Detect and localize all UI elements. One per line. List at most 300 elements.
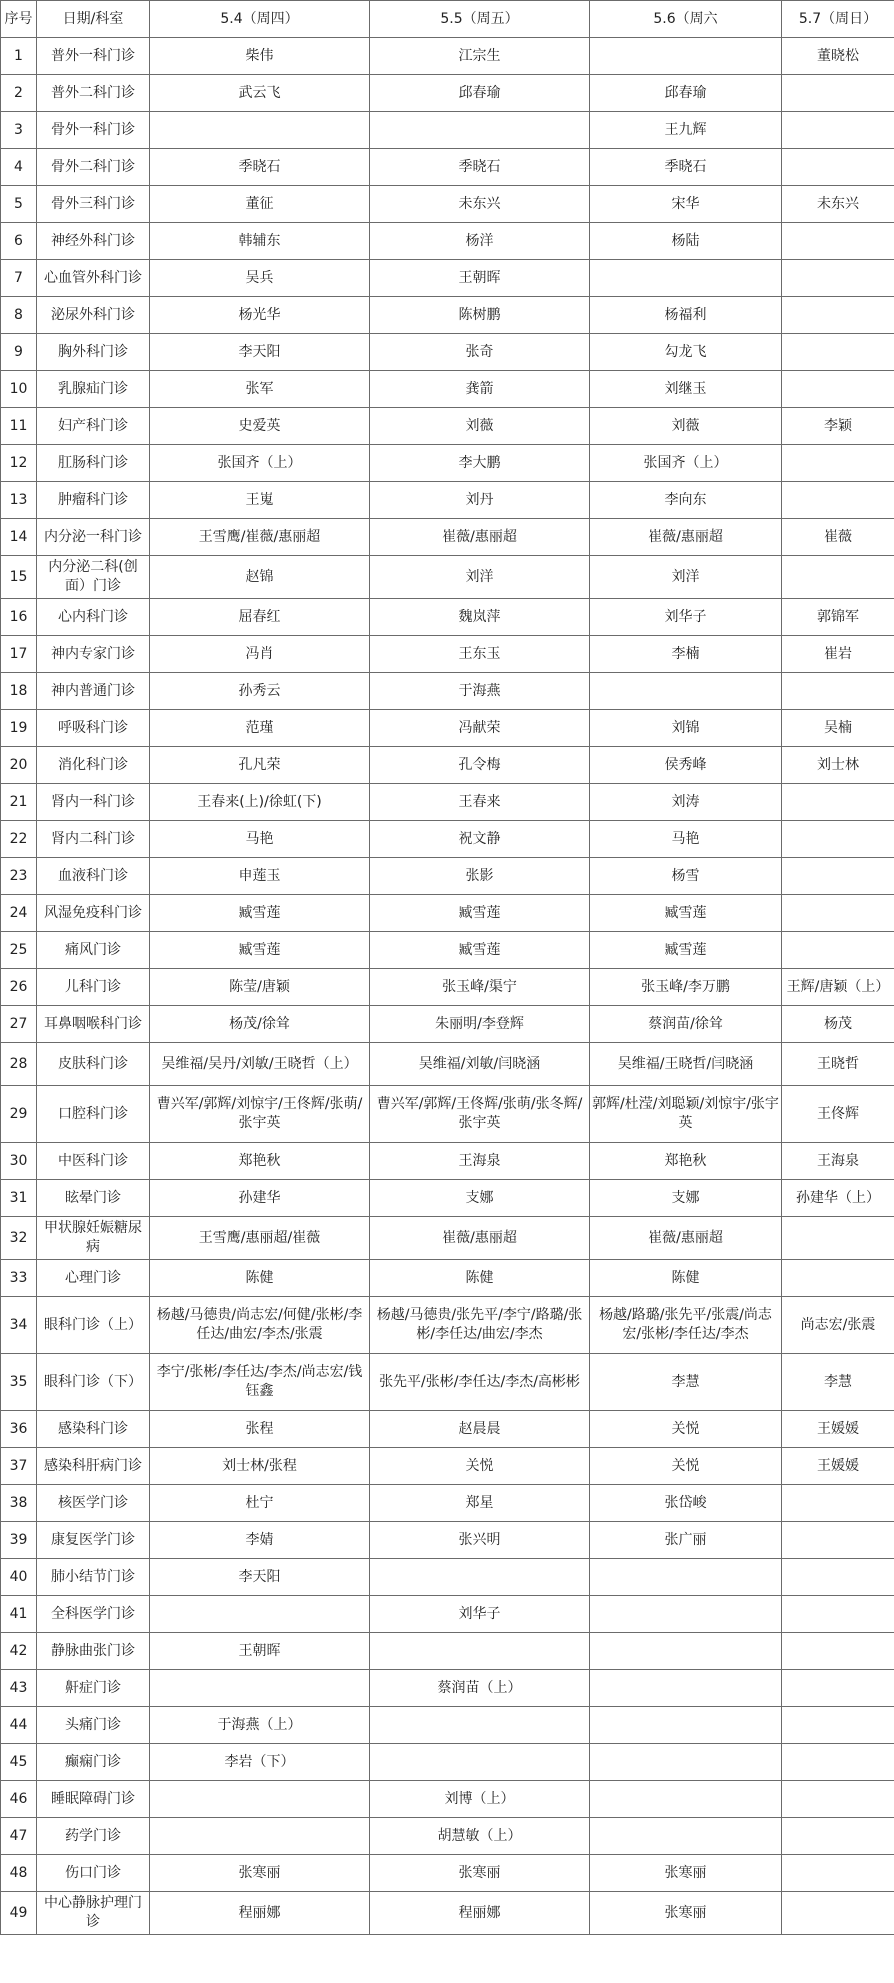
row-index-cell: 42 bbox=[1, 1633, 37, 1670]
table-row bbox=[1, 1043, 894, 1086]
day-1-doctors-cell: 陈莹/唐颖 bbox=[150, 969, 370, 1006]
day-2-doctors-cell bbox=[370, 1707, 590, 1744]
row-index-cell: 4 bbox=[1, 149, 37, 186]
table-row bbox=[1, 858, 894, 895]
day-3-doctors-cell: 邱春瑜 bbox=[590, 75, 782, 112]
department-cell: 心内科门诊 bbox=[37, 599, 150, 636]
table-row bbox=[1, 408, 894, 445]
row-index-cell: 35 bbox=[1, 1354, 37, 1411]
day-3-doctors-cell: 臧雪莲 bbox=[590, 932, 782, 969]
day-2-doctors-cell bbox=[370, 1744, 590, 1781]
row-index-cell: 8 bbox=[1, 297, 37, 334]
day-3-doctors-cell: 杨雪 bbox=[590, 858, 782, 895]
day-4-doctors-cell bbox=[782, 112, 894, 149]
table-row bbox=[1, 599, 894, 636]
row-index-cell: 38 bbox=[1, 1485, 37, 1522]
day-1-doctors-cell bbox=[150, 112, 370, 149]
row-index-cell: 21 bbox=[1, 784, 37, 821]
row-index-cell: 43 bbox=[1, 1670, 37, 1707]
day-4-doctors-cell: 郭锦军 bbox=[782, 599, 894, 636]
day-4-doctors-cell bbox=[782, 445, 894, 482]
day-4-doctors-cell: 崔薇 bbox=[782, 519, 894, 556]
row-index-cell: 41 bbox=[1, 1596, 37, 1633]
row-index-cell: 45 bbox=[1, 1744, 37, 1781]
row-index-cell: 12 bbox=[1, 445, 37, 482]
row-index-cell: 9 bbox=[1, 334, 37, 371]
department-cell: 骨外一科门诊 bbox=[37, 112, 150, 149]
row-index-cell: 40 bbox=[1, 1559, 37, 1596]
department-cell: 伤口门诊 bbox=[37, 1855, 150, 1892]
day-4-doctors-cell: 王辉/唐颖（上） bbox=[782, 969, 894, 1006]
table-row bbox=[1, 186, 894, 223]
table-row bbox=[1, 445, 894, 482]
day-1-doctors-cell bbox=[150, 1596, 370, 1633]
day-1-doctors-cell: 王春来(上)/徐虹(下) bbox=[150, 784, 370, 821]
day-4-doctors-cell bbox=[782, 1707, 894, 1744]
day-4-doctors-cell: 王晓哲 bbox=[782, 1043, 894, 1086]
header-day-1: 5.4（周四） bbox=[150, 1, 370, 38]
department-cell: 风湿免疫科门诊 bbox=[37, 895, 150, 932]
day-4-doctors-cell bbox=[782, 1596, 894, 1633]
day-1-doctors-cell: 臧雪莲 bbox=[150, 932, 370, 969]
day-4-doctors-cell bbox=[782, 149, 894, 186]
day-2-doctors-cell: 陈树鹏 bbox=[370, 297, 590, 334]
day-2-doctors-cell: 张先平/张彬/李任达/李杰/高彬彬 bbox=[370, 1354, 590, 1411]
day-2-doctors-cell: 龚箭 bbox=[370, 371, 590, 408]
table-row bbox=[1, 1143, 894, 1180]
day-1-doctors-cell: 杜宁 bbox=[150, 1485, 370, 1522]
table-row bbox=[1, 821, 894, 858]
department-cell: 呼吸科门诊 bbox=[37, 710, 150, 747]
day-4-doctors-cell bbox=[782, 673, 894, 710]
header-day-4: 5.7（周日） bbox=[782, 1, 894, 38]
row-index-cell: 46 bbox=[1, 1781, 37, 1818]
department-cell: 血液科门诊 bbox=[37, 858, 150, 895]
row-index-cell: 17 bbox=[1, 636, 37, 673]
day-1-doctors-cell: 杨越/马德贵/尚志宏/何健/张彬/李任达/曲宏/李杰/张震 bbox=[150, 1297, 370, 1354]
day-2-doctors-cell: 郑星 bbox=[370, 1485, 590, 1522]
row-index-cell: 20 bbox=[1, 747, 37, 784]
day-3-doctors-cell bbox=[590, 1818, 782, 1855]
day-1-doctors-cell: 杨光华 bbox=[150, 297, 370, 334]
day-4-doctors-cell: 王海泉 bbox=[782, 1143, 894, 1180]
day-3-doctors-cell: 吴维福/王晓哲/闫晓涵 bbox=[590, 1043, 782, 1086]
department-cell: 口腔科门诊 bbox=[37, 1086, 150, 1143]
day-3-doctors-cell: 关悦 bbox=[590, 1411, 782, 1448]
day-4-doctors-cell bbox=[782, 75, 894, 112]
day-4-doctors-cell bbox=[782, 858, 894, 895]
day-2-doctors-cell: 邱春瑜 bbox=[370, 75, 590, 112]
table-row bbox=[1, 334, 894, 371]
day-4-doctors-cell bbox=[782, 1559, 894, 1596]
row-index-cell: 5 bbox=[1, 186, 37, 223]
table-row bbox=[1, 1086, 894, 1143]
department-cell: 普外二科门诊 bbox=[37, 75, 150, 112]
department-cell: 肾内一科门诊 bbox=[37, 784, 150, 821]
department-cell: 癫痫门诊 bbox=[37, 1744, 150, 1781]
department-cell: 眼科门诊（上） bbox=[37, 1297, 150, 1354]
row-index-cell: 22 bbox=[1, 821, 37, 858]
table-row bbox=[1, 1855, 894, 1892]
department-cell: 睡眠障碍门诊 bbox=[37, 1781, 150, 1818]
day-1-doctors-cell: 于海燕（上） bbox=[150, 1707, 370, 1744]
day-2-doctors-cell: 未东兴 bbox=[370, 186, 590, 223]
row-index-cell: 1 bbox=[1, 38, 37, 75]
department-cell: 痛风门诊 bbox=[37, 932, 150, 969]
department-cell: 泌尿外科门诊 bbox=[37, 297, 150, 334]
day-1-doctors-cell: 李天阳 bbox=[150, 1559, 370, 1596]
day-3-doctors-cell bbox=[590, 38, 782, 75]
day-1-doctors-cell: 王雪鹰/惠丽超/崔薇 bbox=[150, 1217, 370, 1260]
department-cell: 全科医学门诊 bbox=[37, 1596, 150, 1633]
day-2-doctors-cell: 朱丽明/李登辉 bbox=[370, 1006, 590, 1043]
department-cell: 鼾症门诊 bbox=[37, 1670, 150, 1707]
day-2-doctors-cell: 支娜 bbox=[370, 1180, 590, 1217]
department-cell: 感染科门诊 bbox=[37, 1411, 150, 1448]
row-index-cell: 34 bbox=[1, 1297, 37, 1354]
day-3-doctors-cell: 关悦 bbox=[590, 1448, 782, 1485]
department-cell: 眼科门诊（下） bbox=[37, 1354, 150, 1411]
day-4-doctors-cell bbox=[782, 371, 894, 408]
day-4-doctors-cell bbox=[782, 1855, 894, 1892]
day-4-doctors-cell: 未东兴 bbox=[782, 186, 894, 223]
row-index-cell: 6 bbox=[1, 223, 37, 260]
department-cell: 神经外科门诊 bbox=[37, 223, 150, 260]
day-4-doctors-cell: 董晓松 bbox=[782, 38, 894, 75]
department-cell: 肛肠科门诊 bbox=[37, 445, 150, 482]
day-3-doctors-cell: 马艳 bbox=[590, 821, 782, 858]
day-2-doctors-cell bbox=[370, 112, 590, 149]
header-index: 序号 bbox=[1, 1, 37, 38]
department-cell: 肾内二科门诊 bbox=[37, 821, 150, 858]
day-1-doctors-cell: 董征 bbox=[150, 186, 370, 223]
day-2-doctors-cell: 关悦 bbox=[370, 1448, 590, 1485]
row-index-cell: 39 bbox=[1, 1522, 37, 1559]
department-cell: 内分泌二科(创面）门诊 bbox=[37, 556, 150, 599]
day-1-doctors-cell: 吴维福/吴丹/刘敏/王晓哲（上） bbox=[150, 1043, 370, 1086]
table-row bbox=[1, 112, 894, 149]
day-4-doctors-cell: 尚志宏/张震 bbox=[782, 1297, 894, 1354]
table-row bbox=[1, 1818, 894, 1855]
day-4-doctors-cell bbox=[782, 1217, 894, 1260]
row-index-cell: 27 bbox=[1, 1006, 37, 1043]
day-3-doctors-cell: 王九辉 bbox=[590, 112, 782, 149]
day-2-doctors-cell: 刘薇 bbox=[370, 408, 590, 445]
day-1-doctors-cell: 范瑾 bbox=[150, 710, 370, 747]
table-row bbox=[1, 969, 894, 1006]
day-4-doctors-cell: 杨茂 bbox=[782, 1006, 894, 1043]
day-2-doctors-cell: 杨洋 bbox=[370, 223, 590, 260]
department-cell: 心血管外科门诊 bbox=[37, 260, 150, 297]
department-cell: 骨外二科门诊 bbox=[37, 149, 150, 186]
day-4-doctors-cell bbox=[782, 260, 894, 297]
day-4-doctors-cell: 李慧 bbox=[782, 1354, 894, 1411]
day-4-doctors-cell bbox=[782, 1633, 894, 1670]
day-3-doctors-cell bbox=[590, 260, 782, 297]
department-cell: 甲状腺妊娠糖尿病 bbox=[37, 1217, 150, 1260]
department-cell: 康复医学门诊 bbox=[37, 1522, 150, 1559]
day-2-doctors-cell: 魏岚萍 bbox=[370, 599, 590, 636]
table-row bbox=[1, 1297, 894, 1354]
day-2-doctors-cell: 刘博（上） bbox=[370, 1781, 590, 1818]
table-row bbox=[1, 1670, 894, 1707]
table-row bbox=[1, 1448, 894, 1485]
header-department: 日期/科室 bbox=[37, 1, 150, 38]
day-1-doctors-cell: 柴伟 bbox=[150, 38, 370, 75]
department-cell: 感染科肝病门诊 bbox=[37, 1448, 150, 1485]
day-1-doctors-cell: 王嵬 bbox=[150, 482, 370, 519]
day-1-doctors-cell: 季晓石 bbox=[150, 149, 370, 186]
day-2-doctors-cell: 孔令梅 bbox=[370, 747, 590, 784]
day-3-doctors-cell bbox=[590, 1596, 782, 1633]
department-cell: 中医科门诊 bbox=[37, 1143, 150, 1180]
table-row bbox=[1, 1522, 894, 1559]
day-3-doctors-cell bbox=[590, 1781, 782, 1818]
table-row bbox=[1, 710, 894, 747]
day-3-doctors-cell: 刘涛 bbox=[590, 784, 782, 821]
day-1-doctors-cell: 陈健 bbox=[150, 1260, 370, 1297]
row-index-cell: 11 bbox=[1, 408, 37, 445]
day-3-doctors-cell: 李慧 bbox=[590, 1354, 782, 1411]
table-row bbox=[1, 1217, 894, 1260]
day-3-doctors-cell: 张寒丽 bbox=[590, 1892, 782, 1935]
table-row bbox=[1, 38, 894, 75]
day-3-doctors-cell: 李向东 bbox=[590, 482, 782, 519]
day-1-doctors-cell bbox=[150, 1781, 370, 1818]
header-day-3: 5.6（周六 bbox=[590, 1, 782, 38]
row-index-cell: 26 bbox=[1, 969, 37, 1006]
row-index-cell: 32 bbox=[1, 1217, 37, 1260]
day-2-doctors-cell: 王海泉 bbox=[370, 1143, 590, 1180]
day-3-doctors-cell: 臧雪莲 bbox=[590, 895, 782, 932]
day-1-doctors-cell: 冯肖 bbox=[150, 636, 370, 673]
day-2-doctors-cell: 张奇 bbox=[370, 334, 590, 371]
table-row bbox=[1, 1633, 894, 1670]
day-2-doctors-cell bbox=[370, 1633, 590, 1670]
day-4-doctors-cell: 孙建华（上） bbox=[782, 1180, 894, 1217]
day-3-doctors-cell: 郭辉/杜滢/刘聪颖/刘惊宇/张宇英 bbox=[590, 1086, 782, 1143]
row-index-cell: 15 bbox=[1, 556, 37, 599]
day-2-doctors-cell: 刘洋 bbox=[370, 556, 590, 599]
row-index-cell: 19 bbox=[1, 710, 37, 747]
day-3-doctors-cell: 张岱峻 bbox=[590, 1485, 782, 1522]
day-1-doctors-cell: 韩辅东 bbox=[150, 223, 370, 260]
row-index-cell: 37 bbox=[1, 1448, 37, 1485]
row-index-cell: 30 bbox=[1, 1143, 37, 1180]
department-cell: 普外一科门诊 bbox=[37, 38, 150, 75]
day-2-doctors-cell: 张兴明 bbox=[370, 1522, 590, 1559]
day-1-doctors-cell: 吴兵 bbox=[150, 260, 370, 297]
row-index-cell: 16 bbox=[1, 599, 37, 636]
day-1-doctors-cell: 张程 bbox=[150, 1411, 370, 1448]
day-2-doctors-cell: 王东玉 bbox=[370, 636, 590, 673]
day-2-doctors-cell: 王朝晖 bbox=[370, 260, 590, 297]
day-3-doctors-cell: 刘继玉 bbox=[590, 371, 782, 408]
department-cell: 妇产科门诊 bbox=[37, 408, 150, 445]
day-4-doctors-cell bbox=[782, 895, 894, 932]
day-3-doctors-cell: 张玉峰/李万鹏 bbox=[590, 969, 782, 1006]
table-row bbox=[1, 1006, 894, 1043]
department-cell: 耳鼻咽喉科门诊 bbox=[37, 1006, 150, 1043]
day-4-doctors-cell bbox=[782, 334, 894, 371]
table-row bbox=[1, 932, 894, 969]
day-2-doctors-cell: 蔡润苗（上） bbox=[370, 1670, 590, 1707]
row-index-cell: 18 bbox=[1, 673, 37, 710]
department-cell: 眩晕门诊 bbox=[37, 1180, 150, 1217]
row-index-cell: 36 bbox=[1, 1411, 37, 1448]
department-cell: 肺小结节门诊 bbox=[37, 1559, 150, 1596]
day-1-doctors-cell: 李宁/张彬/李任达/李杰/尚志宏/钱钰鑫 bbox=[150, 1354, 370, 1411]
day-2-doctors-cell: 于海燕 bbox=[370, 673, 590, 710]
department-cell: 骨外三科门诊 bbox=[37, 186, 150, 223]
table-row bbox=[1, 1485, 894, 1522]
day-1-doctors-cell: 李岩（下） bbox=[150, 1744, 370, 1781]
table-row bbox=[1, 1354, 894, 1411]
day-2-doctors-cell: 崔薇/惠丽超 bbox=[370, 519, 590, 556]
department-cell: 皮肤科门诊 bbox=[37, 1043, 150, 1086]
day-4-doctors-cell bbox=[782, 1892, 894, 1935]
day-1-doctors-cell: 孙建华 bbox=[150, 1180, 370, 1217]
day-4-doctors-cell bbox=[782, 297, 894, 334]
day-3-doctors-cell: 崔薇/惠丽超 bbox=[590, 519, 782, 556]
day-1-doctors-cell: 王雪鹰/崔薇/惠丽超 bbox=[150, 519, 370, 556]
row-index-cell: 23 bbox=[1, 858, 37, 895]
row-index-cell: 7 bbox=[1, 260, 37, 297]
day-2-doctors-cell: 王春来 bbox=[370, 784, 590, 821]
day-3-doctors-cell: 崔薇/惠丽超 bbox=[590, 1217, 782, 1260]
day-2-doctors-cell: 赵晨晨 bbox=[370, 1411, 590, 1448]
day-1-doctors-cell: 孙秀云 bbox=[150, 673, 370, 710]
day-2-doctors-cell: 吴维福/刘敏/闫晓涵 bbox=[370, 1043, 590, 1086]
day-1-doctors-cell: 李婧 bbox=[150, 1522, 370, 1559]
row-index-cell: 25 bbox=[1, 932, 37, 969]
day-2-doctors-cell: 陈健 bbox=[370, 1260, 590, 1297]
day-3-doctors-cell: 季晓石 bbox=[590, 149, 782, 186]
day-3-doctors-cell bbox=[590, 1670, 782, 1707]
table-row bbox=[1, 747, 894, 784]
day-1-doctors-cell: 王朝晖 bbox=[150, 1633, 370, 1670]
department-cell: 神内专家门诊 bbox=[37, 636, 150, 673]
department-cell: 内分泌一科门诊 bbox=[37, 519, 150, 556]
row-index-cell: 14 bbox=[1, 519, 37, 556]
day-4-doctors-cell: 王媛媛 bbox=[782, 1411, 894, 1448]
day-2-doctors-cell: 崔薇/惠丽超 bbox=[370, 1217, 590, 1260]
day-1-doctors-cell bbox=[150, 1670, 370, 1707]
header-day-2: 5.5（周五） bbox=[370, 1, 590, 38]
row-index-cell: 28 bbox=[1, 1043, 37, 1086]
day-4-doctors-cell bbox=[782, 482, 894, 519]
day-3-doctors-cell: 陈健 bbox=[590, 1260, 782, 1297]
day-1-doctors-cell: 郑艳秋 bbox=[150, 1143, 370, 1180]
day-3-doctors-cell: 侯秀峰 bbox=[590, 747, 782, 784]
table-row bbox=[1, 556, 894, 599]
day-3-doctors-cell: 支娜 bbox=[590, 1180, 782, 1217]
day-2-doctors-cell: 江宗生 bbox=[370, 38, 590, 75]
day-4-doctors-cell: 刘士林 bbox=[782, 747, 894, 784]
table-row bbox=[1, 1781, 894, 1818]
day-1-doctors-cell: 臧雪莲 bbox=[150, 895, 370, 932]
row-index-cell: 13 bbox=[1, 482, 37, 519]
day-2-doctors-cell: 张玉峰/渠宁 bbox=[370, 969, 590, 1006]
day-3-doctors-cell: 杨福利 bbox=[590, 297, 782, 334]
day-1-doctors-cell: 史爱英 bbox=[150, 408, 370, 445]
day-2-doctors-cell: 臧雪莲 bbox=[370, 932, 590, 969]
day-4-doctors-cell: 王媛媛 bbox=[782, 1448, 894, 1485]
day-1-doctors-cell: 杨茂/徐耸 bbox=[150, 1006, 370, 1043]
table-row bbox=[1, 519, 894, 556]
row-index-cell: 33 bbox=[1, 1260, 37, 1297]
day-3-doctors-cell: 郑艳秋 bbox=[590, 1143, 782, 1180]
day-4-doctors-cell bbox=[782, 821, 894, 858]
day-3-doctors-cell: 勾龙飞 bbox=[590, 334, 782, 371]
table-row bbox=[1, 1260, 894, 1297]
table-row bbox=[1, 673, 894, 710]
department-cell: 胸外科门诊 bbox=[37, 334, 150, 371]
department-cell: 儿科门诊 bbox=[37, 969, 150, 1006]
day-4-doctors-cell bbox=[782, 556, 894, 599]
day-3-doctors-cell: 张寒丽 bbox=[590, 1855, 782, 1892]
row-index-cell: 48 bbox=[1, 1855, 37, 1892]
header-row bbox=[1, 1, 894, 38]
day-3-doctors-cell: 蔡润苗/徐耸 bbox=[590, 1006, 782, 1043]
department-cell: 药学门诊 bbox=[37, 1818, 150, 1855]
table-row bbox=[1, 1707, 894, 1744]
day-2-doctors-cell: 季晓石 bbox=[370, 149, 590, 186]
day-4-doctors-cell bbox=[782, 1522, 894, 1559]
table-row bbox=[1, 636, 894, 673]
day-2-doctors-cell: 程丽娜 bbox=[370, 1892, 590, 1935]
table-row bbox=[1, 75, 894, 112]
department-cell: 肿瘤科门诊 bbox=[37, 482, 150, 519]
day-3-doctors-cell: 李楠 bbox=[590, 636, 782, 673]
day-2-doctors-cell: 刘丹 bbox=[370, 482, 590, 519]
row-index-cell: 3 bbox=[1, 112, 37, 149]
department-cell: 核医学门诊 bbox=[37, 1485, 150, 1522]
day-4-doctors-cell bbox=[782, 1670, 894, 1707]
day-2-doctors-cell: 臧雪莲 bbox=[370, 895, 590, 932]
day-2-doctors-cell: 张寒丽 bbox=[370, 1855, 590, 1892]
day-1-doctors-cell: 张国齐（上） bbox=[150, 445, 370, 482]
row-index-cell: 31 bbox=[1, 1180, 37, 1217]
day-4-doctors-cell bbox=[782, 1818, 894, 1855]
row-index-cell: 10 bbox=[1, 371, 37, 408]
table-row bbox=[1, 149, 894, 186]
table-row bbox=[1, 1744, 894, 1781]
day-2-doctors-cell: 祝文静 bbox=[370, 821, 590, 858]
day-4-doctors-cell: 崔岩 bbox=[782, 636, 894, 673]
day-3-doctors-cell: 宋华 bbox=[590, 186, 782, 223]
day-4-doctors-cell: 王佟辉 bbox=[782, 1086, 894, 1143]
day-1-doctors-cell: 张寒丽 bbox=[150, 1855, 370, 1892]
day-1-doctors-cell: 曹兴军/郭辉/刘惊宇/王佟辉/张萌/张宇英 bbox=[150, 1086, 370, 1143]
day-2-doctors-cell bbox=[370, 1559, 590, 1596]
table-row bbox=[1, 895, 894, 932]
day-1-doctors-cell: 马艳 bbox=[150, 821, 370, 858]
day-3-doctors-cell: 刘锦 bbox=[590, 710, 782, 747]
day-2-doctors-cell: 李大鹏 bbox=[370, 445, 590, 482]
day-4-doctors-cell bbox=[782, 223, 894, 260]
day-1-doctors-cell: 武云飞 bbox=[150, 75, 370, 112]
day-4-doctors-cell bbox=[782, 1485, 894, 1522]
department-cell: 静脉曲张门诊 bbox=[37, 1633, 150, 1670]
day-1-doctors-cell: 孔凡荣 bbox=[150, 747, 370, 784]
table-row bbox=[1, 1892, 894, 1935]
day-1-doctors-cell: 申莲玉 bbox=[150, 858, 370, 895]
day-3-doctors-cell bbox=[590, 1633, 782, 1670]
day-4-doctors-cell bbox=[782, 1260, 894, 1297]
day-3-doctors-cell: 杨越/路璐/张先平/张震/尚志宏/张彬/李任达/李杰 bbox=[590, 1297, 782, 1354]
day-2-doctors-cell: 张影 bbox=[370, 858, 590, 895]
